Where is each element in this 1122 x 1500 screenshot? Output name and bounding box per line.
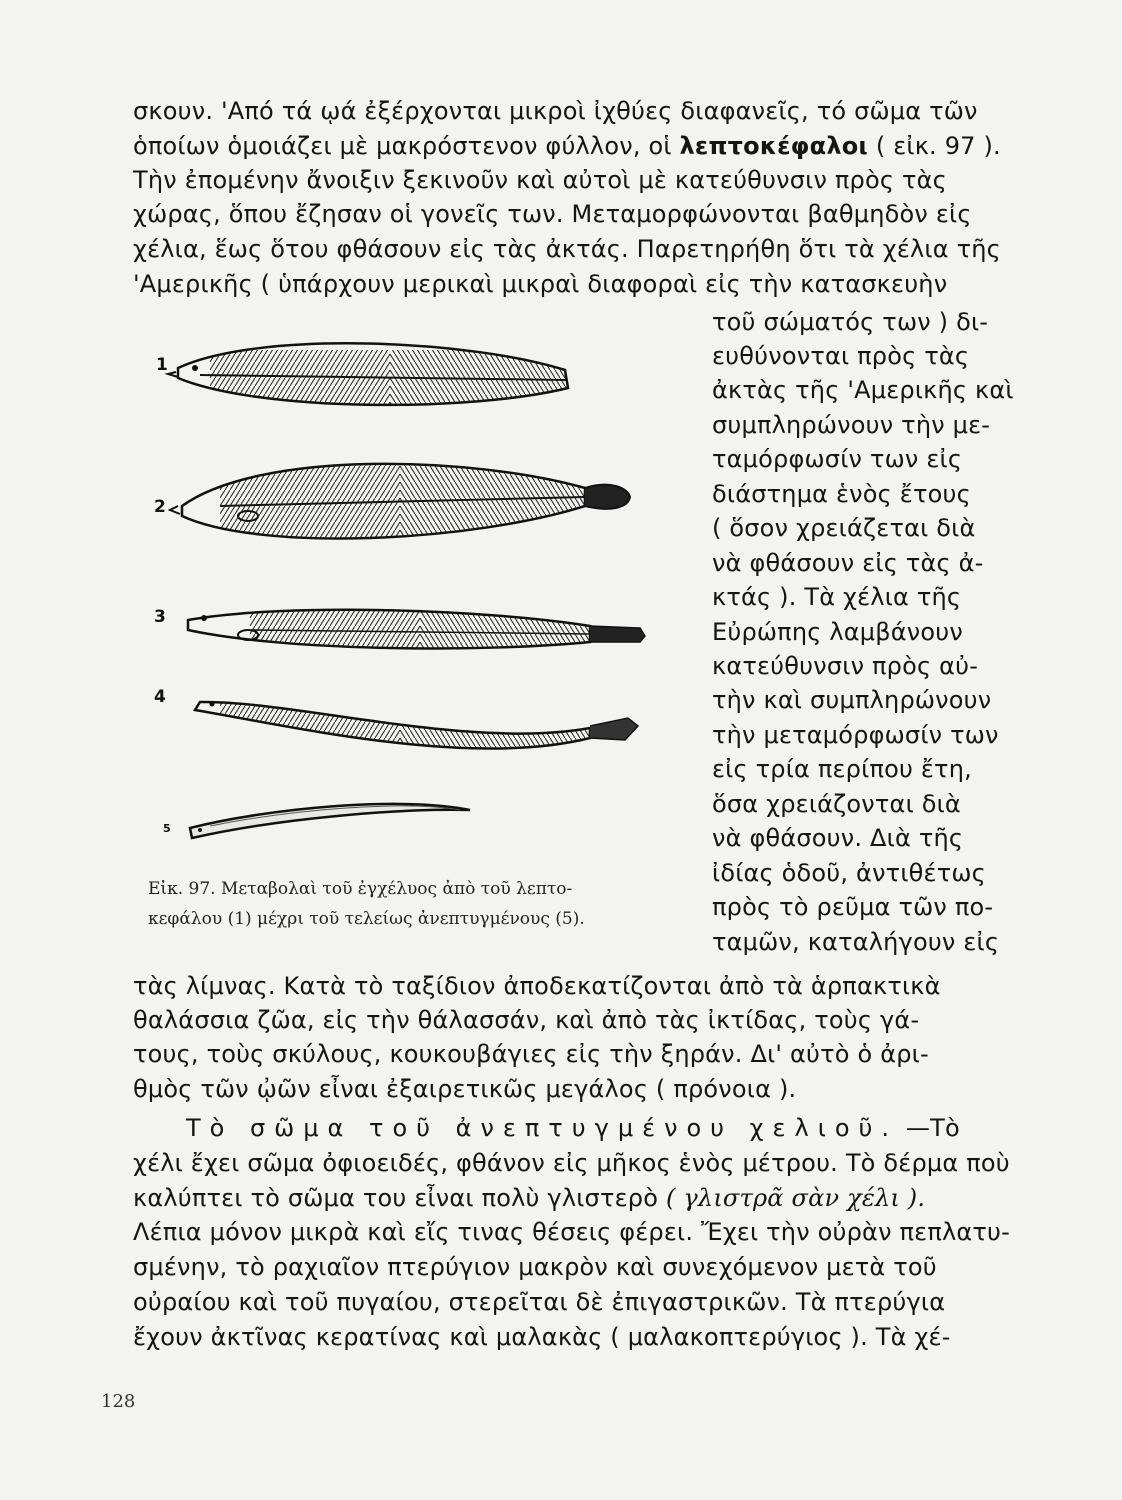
- text-line: τοῦ σώματός των ) δι-: [712, 308, 989, 336]
- text-line: ἀκτὰς τῆς 'Αμερικῆς καὶ: [712, 376, 1014, 404]
- text-line: ταμόρφωσίν των εἰς: [712, 445, 963, 473]
- text-line: τὴν μεταμόρφωσίν των: [712, 721, 999, 749]
- text-line: συμπληρώνουν τὴν με-: [712, 411, 991, 439]
- text-line: [133, 1181, 925, 1215]
- text-line: ἰδίας ὁδοῦ, ἀντιθέτως: [712, 859, 986, 887]
- text-line: ευθύνονται πρὸς τὰς: [712, 342, 970, 370]
- section-dash: —Τὸ: [905, 1114, 960, 1142]
- text-line: νὰ φθάσουν. Διὰ τῆς: [712, 824, 964, 852]
- text-line: κτάς ). Τὰ χέλια τῆς: [712, 583, 962, 611]
- text-line: Τὴν ἐπομένην ἄνοιξιν ξεκινοῦν καὶ αὐτοὶ μὲ κατεύθυνσιν πρὸς τὰς: [133, 166, 947, 194]
- text-line: ( ὅσον χρειάζεται διὰ: [712, 514, 976, 542]
- section-heading: Τὸ σῶμα τοῦ ἀνεπτυγμένου χελιοῦ.: [186, 1114, 899, 1142]
- text-line: ταμῶν, καταλήγουν εἰς: [712, 928, 1000, 956]
- eel-stage-2: [170, 450, 630, 560]
- eel-stage-1: [168, 343, 570, 420]
- text-line: χώρας, ὅπου ἔζησαν οἱ γονεῖς των. Μεταμορφώνονται βαθμηδὸν εἰς: [133, 200, 972, 228]
- text-line: σμένην, τὸ ραχιαῖον πτερύγιον μακρὸν καὶ συνεχόμενον μετὰ τοῦ: [133, 1253, 937, 1281]
- text-line: κατεύθυνσιν πρὸς αὐ-: [712, 652, 979, 680]
- text-line: θμὸς τῶν ᾠῶν εἶναι ἐξαιρετικῶς μεγάλος ( πρόνοια ).: [133, 1075, 797, 1103]
- text-line: οὐραίου καὶ τοῦ πυγαίου, στερεῖται δὲ ἐπιγαστρικῶν. Τὰ πτερύγια: [133, 1288, 946, 1316]
- text-line: εἰς τρία περίπου ἔτη,: [712, 755, 972, 783]
- text-line: χέλια, ἕως ὅτου φθάσουν εἰς τὰς ἀκτάς. Παρετηρήθη ὅτι τὰ χέλια τῆς: [133, 235, 1001, 263]
- text-segment: ὁποίων ὁμοιάζει μὲ μακρόστενον φύλλον, οἱ: [133, 132, 672, 160]
- eel-metamorphosis-illustration: [140, 330, 660, 860]
- figure-label-1: 1: [156, 355, 168, 375]
- text-line: θαλάσσια ζῶα, εἰς τὴν θάλασσάν, καὶ ἀπὸ τὰς ἰκτίδας, τοὺς γά-: [133, 1006, 920, 1034]
- text-line: τους, τοὺς σκύλους, κουκουβάγιες εἰς τὴν ξηράν. Δι' αὐτὸ ὁ ἀρι-: [133, 1040, 929, 1068]
- text-line: πρὸς τὸ ρεῦμα τῶν πο-: [712, 893, 994, 921]
- text-line: τὰς λίμνας. Κατὰ τὸ ταξίδιον ἀποδεκατίζονται ἀπὸ τὰ ἁρπακτικὰ: [133, 972, 941, 1000]
- eel-stage-4: [195, 690, 638, 780]
- text-line: 'Αμερικῆς ( ὑπάρχουν μερικαὶ μικραὶ διαφοραὶ εἰς τὴν κατασκευὴν: [133, 270, 948, 298]
- page-number: 128: [101, 1391, 136, 1412]
- eel-stage-3: [188, 600, 645, 660]
- text-line: Λέπια μόνον μικρὰ καὶ εἴς τινας θέσεις φέρει. Ἔχει τὴν οὐρὰν πεπλατυ-: [133, 1218, 1011, 1246]
- text-line: [133, 129, 1001, 163]
- text-line: Εὐρώπης λαμβάνουν: [712, 618, 963, 646]
- text-line: χέλι ἔχει σῶμα ὀφιοειδές, φθάνον εἰς μῆκος ἑνὸς μέτρου. Τὸ δέρμα ποὺ: [133, 1149, 1010, 1177]
- text-line: διάστημα ἑνὸς ἔτους: [712, 480, 971, 508]
- figure-reference: ( εἰκ. 97 ).: [875, 132, 1001, 160]
- text-line: ἔχουν ἀκτῖνας κερατίνας καὶ μαλακὰς ( μαλακοπτερύγιος ). Τὰ χέ-: [133, 1323, 951, 1351]
- text-line: ὅσα χρειάζονται διὰ: [712, 790, 961, 818]
- text-line: τὴν καὶ συμπληρώνουν: [712, 686, 992, 714]
- italic-phrase: ( γλιστρᾶ σὰν χέλι ).: [665, 1184, 926, 1212]
- figure-caption: κεφάλου (1) μέχρι τοῦ τελείως ἀνεπτυγμένους (5).: [148, 909, 585, 929]
- text-line: σκουν. 'Από τά ῳά ἐξέρχονται μικροὶ ἰχθύες διαφανεῖς, τό σῶμα τῶν: [133, 97, 978, 125]
- leptocephali-term: λεπτοκέφαλοι: [679, 132, 868, 160]
- figure-label-2: 2: [154, 497, 166, 517]
- figure-label-5: 5: [163, 822, 171, 835]
- figure-label-3: 3: [154, 607, 166, 627]
- section-heading-line: [186, 1111, 960, 1145]
- text-segment: καλύπτει τὸ σῶμα του εἶναι πολὺ γλιστερὸ: [133, 1184, 659, 1212]
- eel-stage-5: [190, 804, 470, 838]
- figure-label-4: 4: [154, 687, 166, 707]
- text-line: νὰ φθάσουν εἰς τὰς ἀ-: [712, 549, 984, 577]
- figure-caption: Εἰκ. 97. Μεταβολαὶ τοῦ ἐγχέλυος ἀπὸ τοῦ λεπτο-: [148, 879, 573, 899]
